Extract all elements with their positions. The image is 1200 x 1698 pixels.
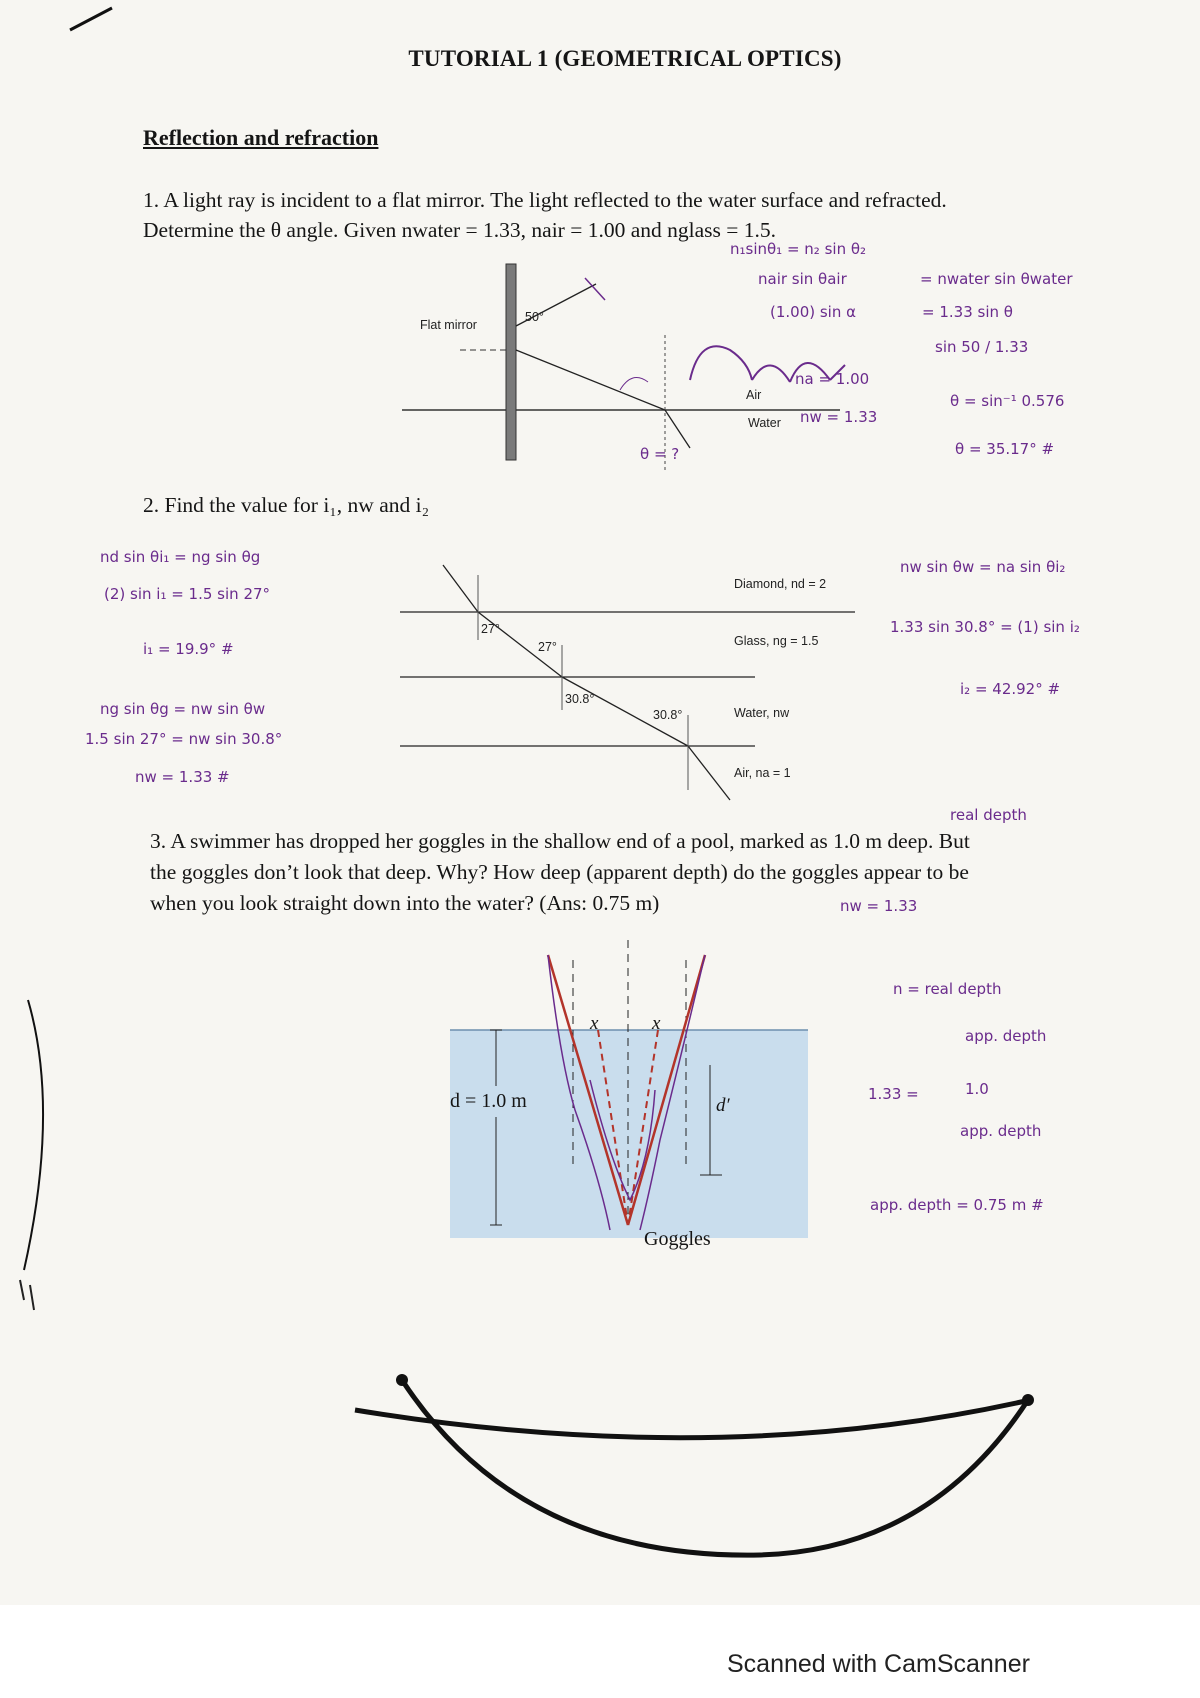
handwritten-note: sin 50 / 1.33 [935, 338, 1029, 356]
question-1-line-2: Determine the θ angle. Given nwater = 1.33, nair = 1.00 and nglass = 1.5. [143, 218, 776, 242]
handwritten-note: real depth [950, 806, 1027, 824]
x-label: x [590, 1013, 599, 1034]
angle-label: 27° [538, 640, 557, 654]
handwritten-note: (1.00) sin α [770, 303, 857, 321]
scanner-watermark: Scanned with CamScanner [727, 1650, 1030, 1678]
handwritten-note: θ = 35.17° # [955, 440, 1055, 458]
handwritten-note: = nwater sin θwater [920, 270, 1073, 288]
page-title: TUTORIAL 1 (GEOMETRICAL OPTICS) [408, 46, 842, 71]
goggles-label: Goggles [644, 1228, 711, 1250]
angle-label: 30.8° [653, 708, 683, 722]
handwritten-note: θ = sin⁻¹ 0.576 [950, 392, 1065, 410]
handwritten-note: i₂ = 42.92° # [960, 680, 1061, 698]
handwritten-note: app. depth = 0.75 m # [870, 1196, 1044, 1214]
question-2: 2. Find the value for i₁, nw and i₂ [143, 493, 430, 517]
handwritten-note: 1.33 sin 30.8° = (1) sin i₂ [890, 618, 1080, 636]
diamond-label: Diamond, nd = 2 [734, 577, 827, 591]
question-3-line-3: when you look straight down into the water? (Ans: 0.75 m) [150, 891, 660, 915]
handwritten-note: app. depth [960, 1122, 1042, 1140]
left-margin-scribble [24, 1000, 43, 1270]
handwritten-note: 1.0 [965, 1080, 989, 1098]
handwritten-note: nw sin θw = na sin θi₂ [900, 558, 1066, 576]
d-prime-label: d′ [716, 1095, 730, 1116]
layers-diagram [400, 565, 855, 800]
angle-label: 50° [525, 310, 544, 324]
question-3-line-1: 3. A swimmer has dropped her goggles in the shallow end of a pool, marked as 1.0 m deep. But [150, 829, 970, 853]
x-label: x [652, 1013, 661, 1034]
question-1-line-1: 1. A light ray is incident to a flat mirror. The light reflected to the water surface and refracted. [143, 188, 947, 212]
air-label: Air [746, 388, 762, 402]
handwritten-note: i₁ = 19.9° # [143, 640, 234, 658]
air-label: Air, na = 1 [734, 766, 791, 780]
handwritten-note: app. depth [965, 1027, 1047, 1045]
mirror-diagram [402, 264, 845, 470]
flat-mirror-label: Flat mirror [420, 318, 477, 332]
question-3-line-2: the goggles don’t look that deep. Why? How deep (apparent depth) do the goggles appear to be [150, 860, 969, 884]
handwritten-note: = 1.33 sin θ [922, 303, 1013, 321]
handwritten-note: ng sin θg = nw sin θw [100, 700, 266, 718]
handwritten-note: nair sin θair [758, 270, 847, 288]
handwritten-note: 1.33 = [868, 1085, 919, 1103]
handwritten-note: nw = 1.33 [840, 897, 918, 915]
handwritten-note: n₁sinθ₁ = n₂ sin θ₂ [730, 240, 867, 258]
left-margin-scribble-2 [20, 1280, 34, 1310]
handwritten-note: n = real depth [893, 980, 1002, 998]
handwritten-note: nw = 1.33 # [135, 768, 230, 786]
handwritten-note: (2) sin i₁ = 1.5 sin 27° [104, 585, 271, 603]
large-pen-curve [402, 1380, 1028, 1555]
handwritten-note: 1.5 sin 27° = nw sin 30.8° [85, 730, 283, 748]
water-label: Water [748, 416, 781, 430]
handwritten-note: nd sin θi₁ = ng sin θg [100, 548, 261, 566]
glass-label: Glass, ng = 1.5 [734, 634, 819, 648]
section-heading: Reflection and refraction [143, 125, 379, 150]
handwritten-note: nw = 1.33 [800, 408, 878, 426]
handwritten-note: na = 1.00 [795, 370, 870, 388]
angle-label: 27° [481, 622, 500, 636]
depth-label: d = 1.0 m [450, 1086, 527, 1117]
handwritten-note: θ = ? [640, 445, 680, 463]
corner-pen-mark [70, 8, 112, 30]
angle-label: 30.8° [565, 692, 595, 706]
large-pen-stroke [355, 1400, 1030, 1438]
water-label: Water, nw [734, 706, 790, 720]
